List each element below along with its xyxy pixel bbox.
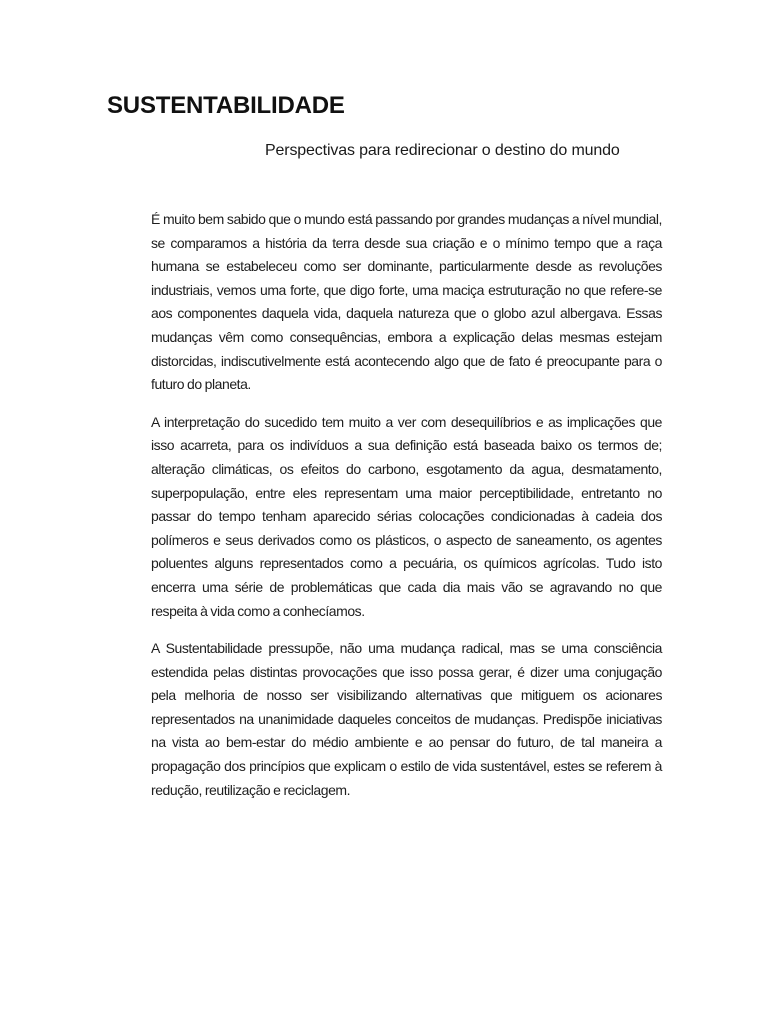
document-subtitle: Perspectivas para redirecionar o destino do mundo — [265, 142, 620, 159]
document-body — [151, 208, 662, 816]
document-title: SUSTENTABILIDADE — [107, 92, 345, 119]
body-paragraph: A Sustentabilidade pressupõe, não uma mudança radical, mas se uma consciência estendida pelas distintas provocações que isso possa gerar, é dizer uma conjugação pela melhoria de nosso ser visibilizando alternativas que mitiguem os acionares representados na unanimidade daqueles conceitos de mudanças. Predispõe iniciativas na vista ao bem-estar do médio ambiente e ao pensar do futuro, de tal maneira a propagação dos princípios que explicam o estilo de vida sustentável, estes se referem à redução, reutilização e reciclagem. — [151, 640, 662, 798]
body-paragraph: A interpretação do sucedido tem muito a ver com desequilíbrios e as implicações que isso acarreta, para os indivíduos a sua definição está baseada baixo os termos de; alteração climáticas, os efeitos do carbono, esgotamento da agua, desmatamento, superpopulação, entre eles representam uma maior perceptibilidade, entretanto no passar do tempo tenham aparecido sérias colocações condicionadas à cadeia dos polímeros e seus derivados como os plásticos, o aspecto de saneamento, os agentes poluentes alguns representados como a pecuária, os químicos agrícolas. Tudo isto encerra uma série de problemáticas que cada dia mais vão se agravando no que respeita à vida como a conhecíamos. — [151, 413, 662, 619]
body-paragraph: É muito bem sabido que o mundo está passando por grandes mudanças a nível mundial, se comparamos a história da terra desde sua criação e o mínimo tempo que a raça humana se estabeleceu como ser dominante, particularmente desde as revoluções industriais, vemos uma forte, que digo forte, uma maciça estruturação no que refere-se aos componentes daquela vida, daquela natureza que o globo azul albergava. Essas mudanças vêm como consequências, embora a explicação delas mesmas estejam distorcidas, indiscutivelmente está acontecendo algo que de fato é preocupante para o futuro do planeta. — [151, 211, 662, 393]
